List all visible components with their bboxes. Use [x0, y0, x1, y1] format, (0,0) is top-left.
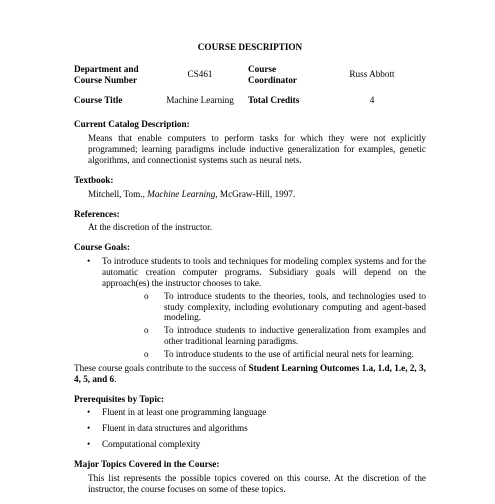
sub-goal-item: [102, 349, 426, 360]
outcomes-suffix: .: [114, 373, 117, 384]
course-number-value: CS461: [187, 69, 213, 80]
catalog-section: [74, 119, 426, 165]
total-credits-label: Total Credits: [248, 94, 300, 105]
major-topics-section: [74, 459, 426, 495]
references-section: [74, 209, 426, 234]
sub-goals-list: [102, 291, 426, 360]
sub-goal-text: To introduce students to the use of artificial neural nets for learning.: [164, 349, 414, 360]
goals-list: [74, 256, 426, 360]
bullet-icon: •: [87, 407, 91, 418]
prerequisites-section: [74, 394, 426, 450]
hollow-bullet-icon: o: [144, 349, 149, 360]
prerequisites-list: [74, 407, 426, 450]
course-coordinator-label: Course Coordinator: [248, 63, 297, 85]
prerequisite-text: Fluent in data structures and algorithms: [102, 423, 248, 434]
textbook-author: Mitchell, Tom.,: [88, 188, 148, 199]
sub-goal-item: [102, 291, 426, 324]
total-credits-value: 4: [369, 94, 375, 105]
major-topics-heading: Major Topics Covered in the Course:: [74, 459, 220, 470]
goals-section: [74, 242, 426, 384]
outcomes-list: Student Learning Outcomes 1.a, 1.d, 1.e, 2, 3, 4, 5, and 6: [74, 362, 426, 384]
course-title-label: Course Title: [74, 94, 123, 105]
hollow-bullet-icon: o: [144, 325, 149, 336]
sub-goal-text: To introduce students to inductive generalization from examples and other traditional learning paradigms.: [164, 325, 426, 347]
goal-item: [74, 256, 426, 360]
textbook-publisher: McGraw-Hill, 1997.: [217, 188, 296, 199]
references-text: At the discretion of the instructor.: [88, 222, 213, 233]
textbook-section: [74, 175, 426, 200]
course-coordinator-value: Russ Abbott: [349, 69, 395, 80]
prerequisite-item: [74, 439, 426, 450]
textbook-title: Machine Learning,: [147, 188, 218, 199]
prerequisite-text: Computational complexity: [102, 439, 201, 450]
course-title-value: Machine Learning: [166, 94, 234, 105]
major-topics-text: This list represents the possible topics covered on this course. At the discretion of the instructor, the course focuses on some of these topics.: [88, 472, 426, 494]
hollow-bullet-icon: o: [144, 290, 149, 301]
bullet-icon: •: [87, 439, 91, 450]
textbook-heading: Textbook:: [74, 174, 114, 185]
page-title: COURSE DESCRIPTION: [197, 42, 303, 52]
goal-main-text: To introduce students to tools and techniques for modeling complex systems and for the automatic creation computer programs. Subsidiary goals will depend on the approach(es) the instructor chooses to take.: [102, 256, 426, 288]
sub-goal-item: [102, 325, 426, 347]
course-info-table: [74, 64, 426, 106]
prerequisite-item: [74, 407, 426, 418]
course-description-page: [74, 42, 426, 504]
textbook-citation: [74, 189, 426, 200]
prerequisite-text: Fluent in at least one programming language: [102, 407, 267, 418]
prerequisite-item: [74, 423, 426, 434]
department-course-number-label: Department and Course Number: [74, 63, 139, 85]
catalog-text: Means that enable computers to perform tasks for which they were not explicitly programmed; learning paradigms include inductive generalization for examples, genetic algorithms, and connectionist systems such as neural nets.: [88, 133, 426, 166]
goals-heading: Course Goals:: [74, 242, 130, 253]
prerequisites-heading: Prerequisites by Topic:: [74, 393, 165, 404]
catalog-heading: Current Catalog Description:: [74, 119, 190, 130]
bullet-icon: •: [87, 423, 91, 434]
references-heading: References:: [74, 208, 120, 219]
outcomes-prefix: These course goals contribute to the success of: [74, 362, 249, 373]
bullet-icon: •: [87, 256, 91, 267]
sub-goal-text: To introduce students to the theories, tools, and technologies used to study complexity, including evolutionary computing and agent-based modeling.: [164, 290, 426, 323]
learning-outcomes-text: [74, 363, 426, 385]
